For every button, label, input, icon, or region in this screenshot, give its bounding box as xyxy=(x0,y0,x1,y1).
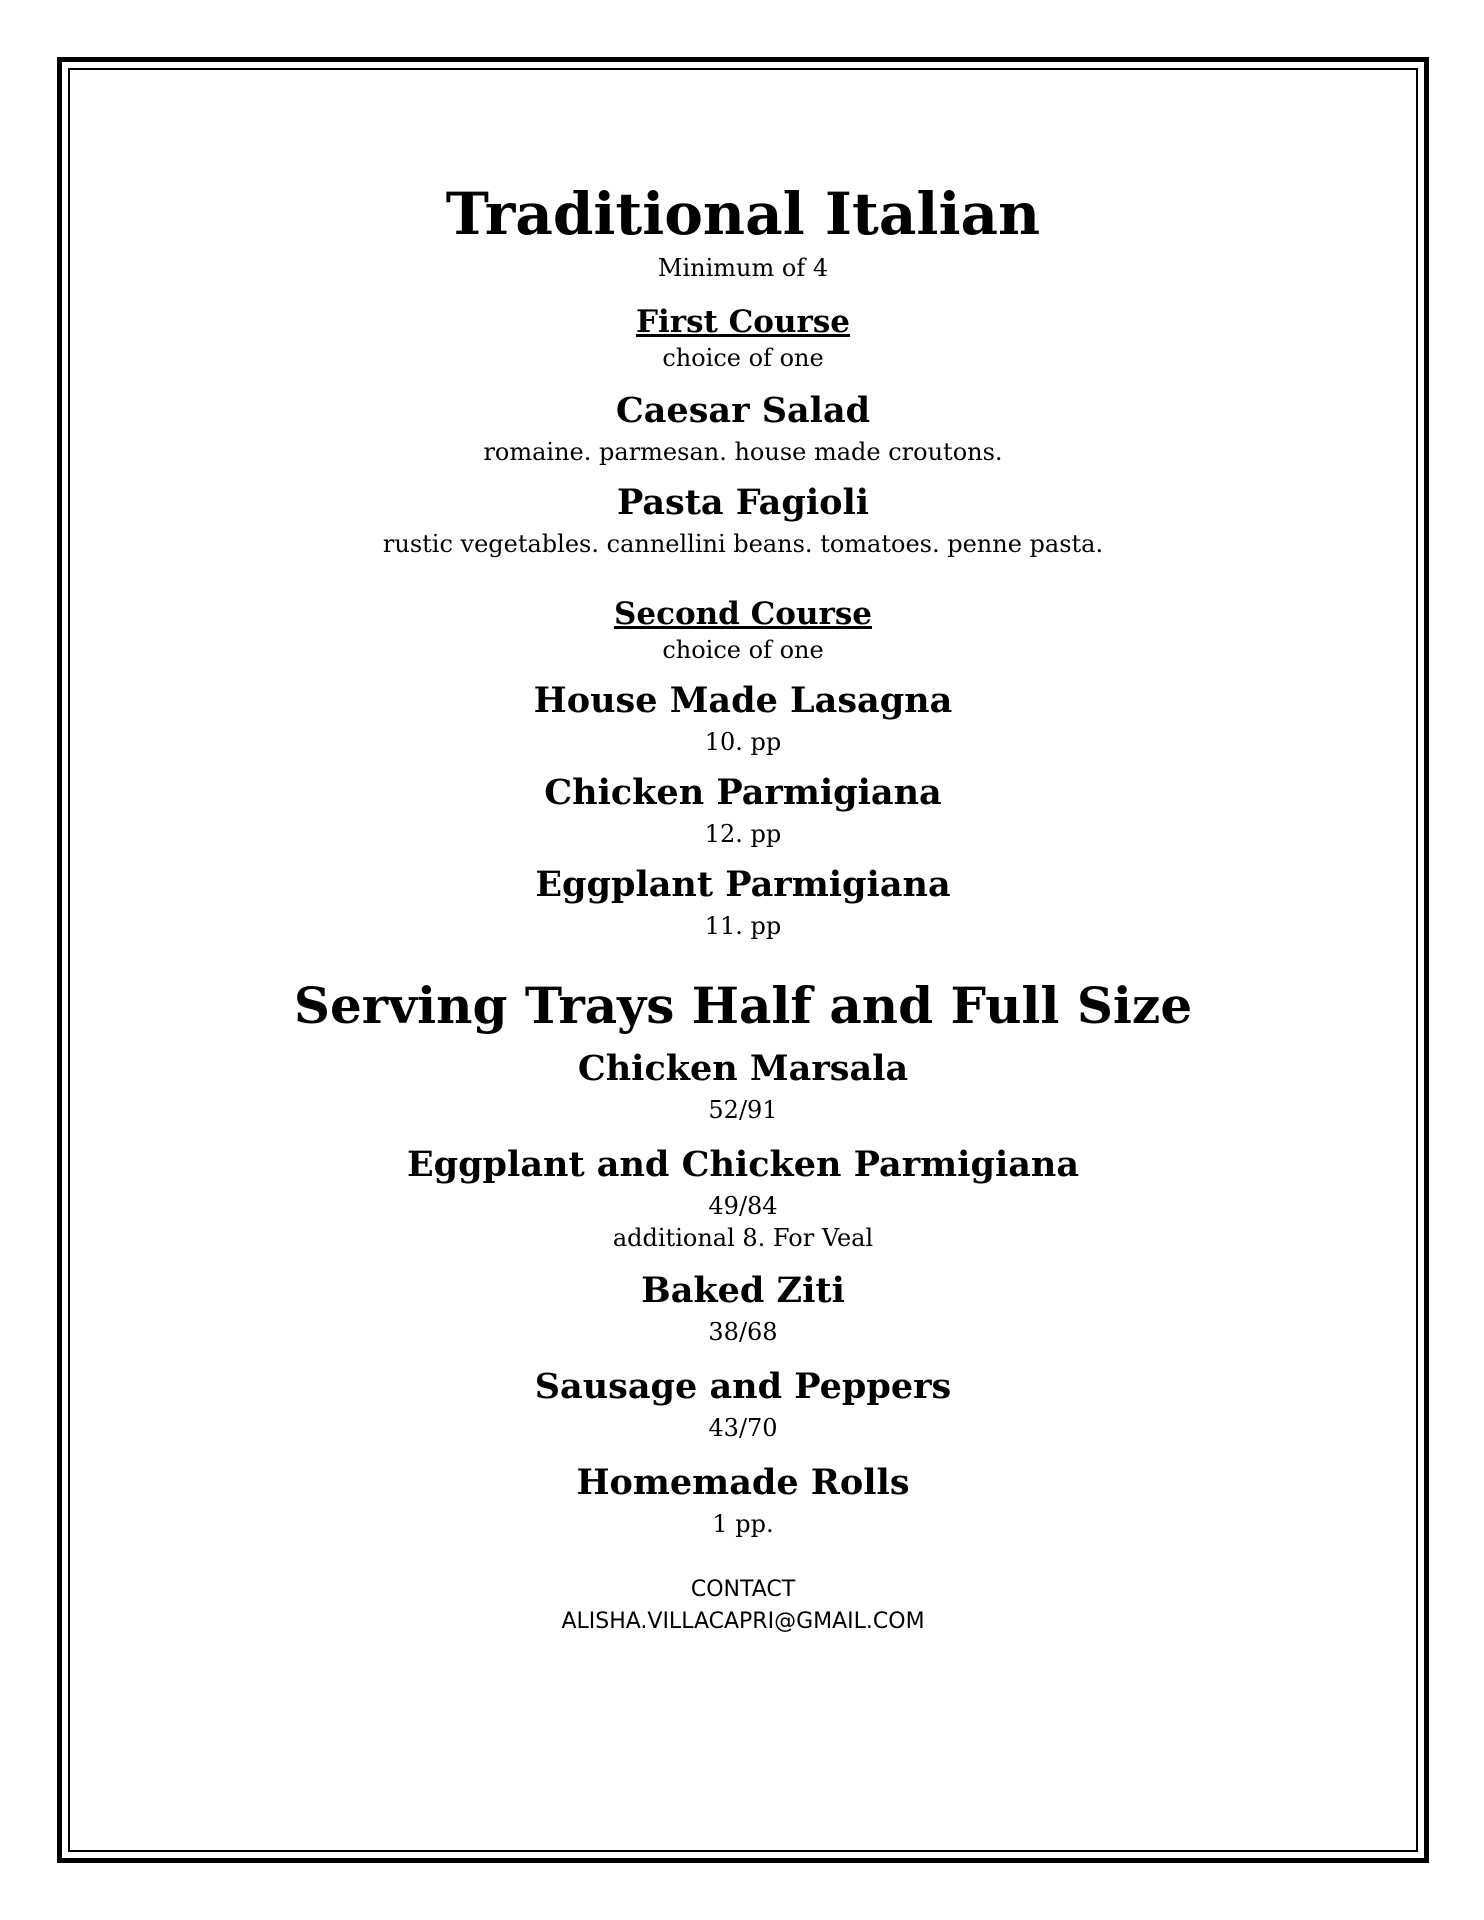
second-course-section xyxy=(70,594,1416,942)
page-title: Traditional Italian xyxy=(445,180,1041,248)
first-course-heading: First Course xyxy=(635,304,851,340)
dish-caesar-salad-desc: romaine. parmesan. house made croutons. xyxy=(483,438,1003,466)
tray-baked-ziti: Baked Ziti xyxy=(641,1270,845,1311)
tray-eggplant-chicken-parmigiana: Eggplant and Chicken Parmigiana xyxy=(406,1144,1080,1185)
contact-block xyxy=(70,1574,1416,1638)
dish-eggplant-parmigiana: Eggplant Parmigiana xyxy=(535,864,951,905)
tray-eggplant-chicken-parmigiana-price: 49/84 xyxy=(708,1192,778,1220)
dish-chicken-parmigiana-price: 12. pp xyxy=(704,820,782,848)
first-course-note: choice of one xyxy=(662,344,824,372)
menu-page xyxy=(70,70,1416,1638)
first-course-section xyxy=(70,302,1416,560)
second-course-heading: Second Course xyxy=(613,596,873,632)
dish-pasta-fagioli-desc: rustic vegetables. cannellini beans. tomatoes. penne pasta. xyxy=(382,530,1104,558)
tray-homemade-rolls: Homemade Rolls xyxy=(576,1462,910,1503)
dish-caesar-salad: Caesar Salad xyxy=(615,390,871,431)
dish-lasagna: House Made Lasagna xyxy=(533,680,953,721)
dish-eggplant-parmigiana-price: 11. pp xyxy=(704,912,782,940)
tray-veal-note: additional 8. For Veal xyxy=(612,1224,874,1252)
contact-email[interactable]: ALISHA.VILLACAPRI@GMAIL.COM xyxy=(561,1609,925,1634)
tray-chicken-marsala: Chicken Marsala xyxy=(577,1048,909,1089)
tray-baked-ziti-price: 38/68 xyxy=(708,1318,778,1346)
tray-sausage-peppers: Sausage and Peppers xyxy=(534,1366,952,1407)
serving-trays-section xyxy=(70,976,1416,1540)
tray-homemade-rolls-price: 1 pp. xyxy=(712,1510,774,1538)
dish-lasagna-price: 10. pp xyxy=(704,728,782,756)
dish-chicken-parmigiana: Chicken Parmigiana xyxy=(544,772,942,813)
minimum-note: Minimum of 4 xyxy=(657,254,829,282)
serving-trays-heading: Serving Trays Half and Full Size xyxy=(293,976,1193,1035)
tray-chicken-marsala-price: 52/91 xyxy=(708,1096,778,1124)
contact-label: CONTACT xyxy=(690,1577,796,1602)
second-course-note: choice of one xyxy=(662,636,824,664)
tray-sausage-peppers-price: 43/70 xyxy=(708,1414,778,1442)
dish-pasta-fagioli: Pasta Fagioli xyxy=(616,482,870,523)
